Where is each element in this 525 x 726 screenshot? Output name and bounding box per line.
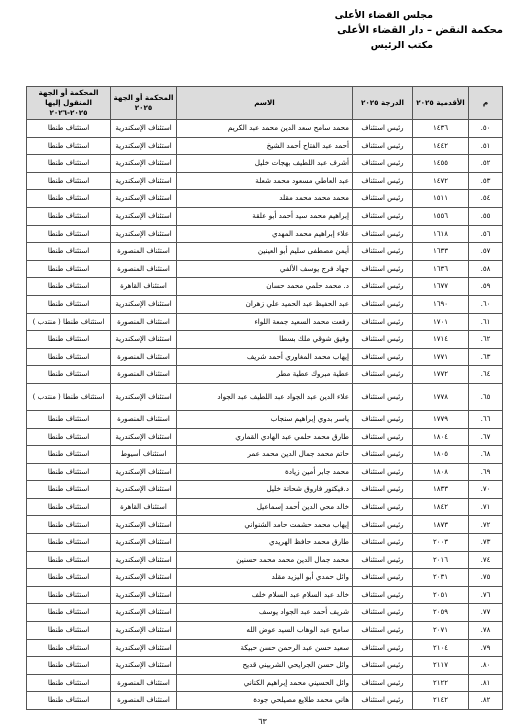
- seniority-cell: ٢١٠٤: [413, 639, 469, 657]
- name-cell: إيهاب محمد حشمت حامد الشنواني: [177, 516, 353, 534]
- name-cell: محمد جمال الدين محمد محمد حسنين: [177, 551, 353, 569]
- transferred-to-cell: استئناف طنطا: [27, 155, 111, 173]
- court-cell: استئناف المنصورة: [111, 243, 177, 261]
- seniority-cell: ٢١٢٢: [413, 674, 469, 692]
- table-row: [27, 604, 503, 622]
- court-cell: استئناف المنصورة: [111, 366, 177, 384]
- name-cell: أحمد عبد الفتاح أحمد الشيخ: [177, 137, 353, 155]
- table-row: [27, 534, 503, 552]
- row-number: ٧٩.: [469, 639, 503, 657]
- transferred-to-cell: استئناف طنطا: [27, 295, 111, 313]
- row-number: ٦١.: [469, 313, 503, 331]
- name-cell: علاء الدين عبد الجواد عبد اللطيف عبد الجواد: [177, 383, 353, 410]
- court-cell: استئناف الإسكندرية: [111, 120, 177, 138]
- row-number: ٥٥.: [469, 207, 503, 225]
- rank-cell: رئيس استئناف: [353, 366, 413, 384]
- transferred-to-cell: استئناف طنطا: [27, 586, 111, 604]
- rank-cell: رئيس استئناف: [353, 383, 413, 410]
- document-header: [335, 8, 503, 53]
- name-cell: أيمن مصطفى سليم أبو العينين: [177, 243, 353, 261]
- court-cell: استئناف المنصورة: [111, 692, 177, 710]
- transferred-to-cell: استئناف طنطا ( منتدب ): [27, 383, 111, 410]
- seniority-cell: ١٤٥٥: [413, 155, 469, 173]
- name-cell: خالد محي الدين أحمد إسماعيل: [177, 498, 353, 516]
- rank-cell: رئيس استئناف: [353, 639, 413, 657]
- court-cell: استئناف الإسكندرية: [111, 481, 177, 499]
- seniority-cell: ٢٠٠٣: [413, 534, 469, 552]
- transferred-to-cell: استئناف طنطا: [27, 225, 111, 243]
- row-number: ٦٣.: [469, 348, 503, 366]
- seniority-cell: ١٨٠٥: [413, 446, 469, 464]
- name-cell: أشرف عبد اللطيف بهجات خليل: [177, 155, 353, 173]
- col-header-seniority: الأقدمية ٢٠٢٥: [413, 87, 469, 120]
- row-number: ٥٦.: [469, 225, 503, 243]
- seniority-cell: ١٦٣٣: [413, 243, 469, 261]
- seniority-cell: ١٦٩٠: [413, 295, 469, 313]
- court-cell: استئناف المنصورة: [111, 313, 177, 331]
- table-row: [27, 498, 503, 516]
- court-cell: استئناف الإسكندرية: [111, 463, 177, 481]
- table-row: [27, 674, 503, 692]
- name-cell: رفعت محمد السعيد جمعة اللواء: [177, 313, 353, 331]
- table-row: [27, 331, 503, 349]
- name-cell: إيهاب محمد المغاوري أحمد شريف: [177, 348, 353, 366]
- name-cell: د.فيكتور فاروق شحاتة خليل: [177, 481, 353, 499]
- transferred-to-cell: استئناف طنطا: [27, 604, 111, 622]
- col-header-transferred-to: المحكمة أو الجهة المنقول إليها ٢٠٢٥-٢٠٢٦: [27, 87, 111, 120]
- court-cell: استئناف الإسكندرية: [111, 295, 177, 313]
- court-cell: استئناف الإسكندرية: [111, 331, 177, 349]
- rank-cell: رئيس استئناف: [353, 586, 413, 604]
- rank-cell: رئيس استئناف: [353, 481, 413, 499]
- table-row: [27, 446, 503, 464]
- name-cell: عبد العاطي مسعود محمد شعلة: [177, 172, 353, 190]
- row-number: ٧٧.: [469, 604, 503, 622]
- seniority-cell: ٢٠٥٩: [413, 604, 469, 622]
- court-cell: استئناف الإسكندرية: [111, 569, 177, 587]
- table-row: [27, 622, 503, 640]
- seniority-cell: ١٧٧٢: [413, 366, 469, 384]
- table-row: [27, 207, 503, 225]
- seniority-cell: ١٧٠١: [413, 313, 469, 331]
- row-number: ٥٢.: [469, 155, 503, 173]
- row-number: ٥٣.: [469, 172, 503, 190]
- court-title: محكمة النقض – دار القضاء الأعلى: [337, 25, 503, 36]
- table-row: [27, 260, 503, 278]
- table-row: [27, 428, 503, 446]
- table-row: [27, 190, 503, 208]
- table-header-row: [27, 87, 503, 120]
- row-number: ٧٠.: [469, 481, 503, 499]
- row-number: ٥٨.: [469, 260, 503, 278]
- transferred-to-cell: استئناف طنطا: [27, 428, 111, 446]
- table-row: [27, 639, 503, 657]
- col-header-court: المحكمة أو الجهة ٢٠٢٥: [111, 87, 177, 120]
- table-row: [27, 137, 503, 155]
- table-row: [27, 172, 503, 190]
- seniority-cell: ١٧٧٨: [413, 383, 469, 410]
- table-row: [27, 551, 503, 569]
- name-cell: عبد الحفيظ عبد الحميد علي زهران: [177, 295, 353, 313]
- transferred-to-cell: استئناف طنطا: [27, 674, 111, 692]
- rank-cell: رئيس استئناف: [353, 313, 413, 331]
- seniority-cell: ١٧٧١: [413, 348, 469, 366]
- transferred-to-cell: استئناف طنطا: [27, 410, 111, 428]
- rank-cell: رئيس استئناف: [353, 604, 413, 622]
- seniority-cell: ١٤٧٢: [413, 172, 469, 190]
- row-number: ٦٤.: [469, 366, 503, 384]
- rank-cell: رئيس استئناف: [353, 225, 413, 243]
- court-cell: استئناف الإسكندرية: [111, 172, 177, 190]
- court-cell: استئناف القاهرة: [111, 498, 177, 516]
- rank-cell: رئيس استئناف: [353, 428, 413, 446]
- seniority-cell: ١٧٧٩: [413, 410, 469, 428]
- court-cell: استئناف الإسكندرية: [111, 657, 177, 675]
- table-row: [27, 657, 503, 675]
- seniority-cell: ٢٠٧١: [413, 622, 469, 640]
- transferred-to-cell: استئناف طنطا: [27, 516, 111, 534]
- row-number: ٦٨.: [469, 446, 503, 464]
- seniority-cell: ١٦٣٦: [413, 260, 469, 278]
- transferred-to-cell: استئناف طنطا: [27, 498, 111, 516]
- row-number: ٧٦.: [469, 586, 503, 604]
- seniority-cell: ١٨٤٢: [413, 498, 469, 516]
- table-row: [27, 692, 503, 710]
- table-row: [27, 463, 503, 481]
- row-number: ٦٩.: [469, 463, 503, 481]
- court-cell: استئناف الإسكندرية: [111, 190, 177, 208]
- row-number: ٥٧.: [469, 243, 503, 261]
- row-number: ٥٤.: [469, 190, 503, 208]
- name-cell: جهاد فرج يوسف الألفي: [177, 260, 353, 278]
- seniority-cell: ١٦٧٧: [413, 278, 469, 296]
- transferred-to-cell: استئناف طنطا: [27, 639, 111, 657]
- row-number: ٥١.: [469, 137, 503, 155]
- name-cell: علاء إبراهيم محمد المهدي: [177, 225, 353, 243]
- transferred-to-cell: استئناف طنطا: [27, 120, 111, 138]
- transferred-to-cell: استئناف طنطا: [27, 190, 111, 208]
- transferred-to-cell: استئناف طنطا: [27, 243, 111, 261]
- row-number: ٥٠.: [469, 120, 503, 138]
- court-cell: استئناف الإسكندرية: [111, 155, 177, 173]
- rank-cell: رئيس استئناف: [353, 155, 413, 173]
- name-cell: محمد محمد محمد مقلد: [177, 190, 353, 208]
- rank-cell: رئيس استئناف: [353, 657, 413, 675]
- court-cell: استئناف القاهرة: [111, 278, 177, 296]
- table-row: [27, 120, 503, 138]
- court-cell: استئناف الإسكندرية: [111, 604, 177, 622]
- page-number: ٦٣: [258, 717, 267, 726]
- rank-cell: رئيس استئناف: [353, 260, 413, 278]
- row-number: ٨١.: [469, 674, 503, 692]
- court-cell: استئناف المنصورة: [111, 348, 177, 366]
- table-row: [27, 569, 503, 587]
- transferred-to-cell: استئناف طنطا: [27, 692, 111, 710]
- rank-cell: رئيس استئناف: [353, 463, 413, 481]
- rank-cell: رئيس استئناف: [353, 190, 413, 208]
- transferred-to-cell: استئناف طنطا: [27, 366, 111, 384]
- row-number: ٧٥.: [469, 569, 503, 587]
- name-cell: طارق محمد حلمي عبد الهادي القماري: [177, 428, 353, 446]
- name-cell: ياسر بدوي إبراهيم سنجاب: [177, 410, 353, 428]
- table-row: [27, 243, 503, 261]
- court-cell: استئناف الإسكندرية: [111, 383, 177, 410]
- row-number: ٧٨.: [469, 622, 503, 640]
- court-cell: استئناف المنصورة: [111, 260, 177, 278]
- rank-cell: رئيس استئناف: [353, 692, 413, 710]
- transferred-to-cell: استئناف طنطا ( منتدب ): [27, 313, 111, 331]
- table-row: [27, 313, 503, 331]
- row-number: ٦٠.: [469, 295, 503, 313]
- name-cell: وائل حسن الجرايحي الشربيني قديح: [177, 657, 353, 675]
- name-cell: عطية مبروك عطية مطر: [177, 366, 353, 384]
- seniority-cell: ١٨٣٣: [413, 481, 469, 499]
- name-cell: محمد جابر أمين زيادة: [177, 463, 353, 481]
- table-row: [27, 348, 503, 366]
- seniority-cell: ٢٠١٦: [413, 551, 469, 569]
- row-number: ٧١.: [469, 498, 503, 516]
- seniority-cell: ١٤٤٢: [413, 137, 469, 155]
- col-header-name: الاسم: [177, 87, 353, 120]
- transferred-to-cell: استئناف طنطا: [27, 331, 111, 349]
- rank-cell: رئيس استئناف: [353, 137, 413, 155]
- rank-cell: رئيس استئناف: [353, 278, 413, 296]
- court-cell: استئناف الإسكندرية: [111, 225, 177, 243]
- seniority-cell: ١٨٠٨: [413, 463, 469, 481]
- seniority-cell: ٢٠٥١: [413, 586, 469, 604]
- name-cell: سامح عبد الوهاب السيد عوض الله: [177, 622, 353, 640]
- rank-cell: رئيس استئناف: [353, 207, 413, 225]
- transferred-to-cell: استئناف طنطا: [27, 172, 111, 190]
- court-cell: استئناف الإسكندرية: [111, 428, 177, 446]
- name-cell: خالد عبد السلام عبد السلام خلف: [177, 586, 353, 604]
- court-cell: استئناف الإسكندرية: [111, 639, 177, 657]
- transferred-to-cell: استئناف طنطا: [27, 446, 111, 464]
- rank-cell: رئيس استئناف: [353, 622, 413, 640]
- seniority-cell: ٢١١٧: [413, 657, 469, 675]
- name-cell: د. محمد حلمي محمد حسان: [177, 278, 353, 296]
- name-cell: محمد سامح سعد الدين محمد عبد الكريم: [177, 120, 353, 138]
- rank-cell: رئيس استئناف: [353, 516, 413, 534]
- name-cell: وفيق شوقي ملك بسطا: [177, 331, 353, 349]
- table-row: [27, 278, 503, 296]
- transferred-to-cell: استئناف طنطا: [27, 137, 111, 155]
- court-cell: استئناف الإسكندرية: [111, 207, 177, 225]
- row-number: ٧٢.: [469, 516, 503, 534]
- court-cell: استئناف أسيوط: [111, 446, 177, 464]
- court-cell: استئناف المنصورة: [111, 410, 177, 428]
- office-title: مكتب الرئيس: [370, 40, 433, 51]
- row-number: ٥٩.: [469, 278, 503, 296]
- table-row: [27, 155, 503, 173]
- rank-cell: رئيس استئناف: [353, 674, 413, 692]
- rank-cell: رئيس استئناف: [353, 446, 413, 464]
- transferred-to-cell: استئناف طنطا: [27, 657, 111, 675]
- transferred-to-cell: استئناف طنطا: [27, 622, 111, 640]
- rank-cell: رئيس استئناف: [353, 534, 413, 552]
- seniority-cell: ١٤٣٦: [413, 120, 469, 138]
- table-row: [27, 225, 503, 243]
- transferred-to-cell: استئناف طنطا: [27, 551, 111, 569]
- name-cell: هاني محمد طلايع مصيلحي جودة: [177, 692, 353, 710]
- row-number: ٨٢.: [469, 692, 503, 710]
- name-cell: سعيد حسن عبد الرحمن حسن حبيكة: [177, 639, 353, 657]
- row-number: ٦٢.: [469, 331, 503, 349]
- court-cell: استئناف الإسكندرية: [111, 534, 177, 552]
- rank-cell: رئيس استئناف: [353, 331, 413, 349]
- seniority-cell: ١٨٠٤: [413, 428, 469, 446]
- name-cell: حاتم محمد جمال الدين محمد عمر: [177, 446, 353, 464]
- table-row: [27, 410, 503, 428]
- rank-cell: رئيس استئناف: [353, 551, 413, 569]
- court-cell: استئناف المنصورة: [111, 674, 177, 692]
- seniority-cell: ١٥١١: [413, 190, 469, 208]
- table-row: [27, 586, 503, 604]
- transferred-to-cell: استئناف طنطا: [27, 569, 111, 587]
- seniority-cell: ١٦١٨: [413, 225, 469, 243]
- transferred-to-cell: استئناف طنطا: [27, 463, 111, 481]
- row-number: ٦٦.: [469, 410, 503, 428]
- table-row: [27, 383, 503, 410]
- table-row: [27, 295, 503, 313]
- rank-cell: رئيس استئناف: [353, 243, 413, 261]
- rank-cell: رئيس استئناف: [353, 410, 413, 428]
- rank-cell: رئيس استئناف: [353, 172, 413, 190]
- rank-cell: رئيس استئناف: [353, 498, 413, 516]
- name-cell: إبراهيم محمد سيد أحمد أبو علقة: [177, 207, 353, 225]
- transferred-to-cell: استئناف طنطا: [27, 534, 111, 552]
- seniority-cell: ٢٠٣١: [413, 569, 469, 587]
- col-header-number: م: [469, 87, 503, 120]
- court-cell: استئناف الإسكندرية: [111, 516, 177, 534]
- row-number: ٦٥.: [469, 383, 503, 410]
- transferred-to-cell: استئناف طنطا: [27, 481, 111, 499]
- rank-cell: رئيس استئناف: [353, 348, 413, 366]
- seniority-cell: ١٥٥٦: [413, 207, 469, 225]
- row-number: ٦٧.: [469, 428, 503, 446]
- name-cell: وائل الحسيني محمد إبراهيم الكناني: [177, 674, 353, 692]
- table-row: [27, 481, 503, 499]
- rank-cell: رئيس استئناف: [353, 120, 413, 138]
- seniority-cell: ١٧١٤: [413, 331, 469, 349]
- rank-cell: رئيس استئناف: [353, 569, 413, 587]
- table-row: [27, 516, 503, 534]
- council-title: مجلس القضاء الأعلى: [334, 10, 433, 21]
- col-header-rank: الدرجة ٢٠٢٥: [353, 87, 413, 120]
- court-cell: استئناف الإسكندرية: [111, 586, 177, 604]
- row-number: ٧٤.: [469, 551, 503, 569]
- court-cell: استئناف الإسكندرية: [111, 551, 177, 569]
- transferred-to-cell: استئناف طنطا: [27, 348, 111, 366]
- table-row: [27, 366, 503, 384]
- court-cell: استئناف الإسكندرية: [111, 137, 177, 155]
- transferred-to-cell: استئناف طنطا: [27, 207, 111, 225]
- seniority-cell: ١٨٧٣: [413, 516, 469, 534]
- seniority-cell: ٢١٤٢: [413, 692, 469, 710]
- rank-cell: رئيس استئناف: [353, 295, 413, 313]
- name-cell: وائل حمدي أبو اليزيد مقلد: [177, 569, 353, 587]
- row-number: ٧٣.: [469, 534, 503, 552]
- name-cell: طارق محمد حافظ الهريدي: [177, 534, 353, 552]
- name-cell: شريف أحمد عبد الجواد يوسف: [177, 604, 353, 622]
- row-number: ٨٠.: [469, 657, 503, 675]
- transferred-to-cell: استئناف طنطا: [27, 278, 111, 296]
- transferred-to-cell: استئناف طنطا: [27, 260, 111, 278]
- transfers-table: [26, 86, 503, 710]
- court-cell: استئناف الإسكندرية: [111, 622, 177, 640]
